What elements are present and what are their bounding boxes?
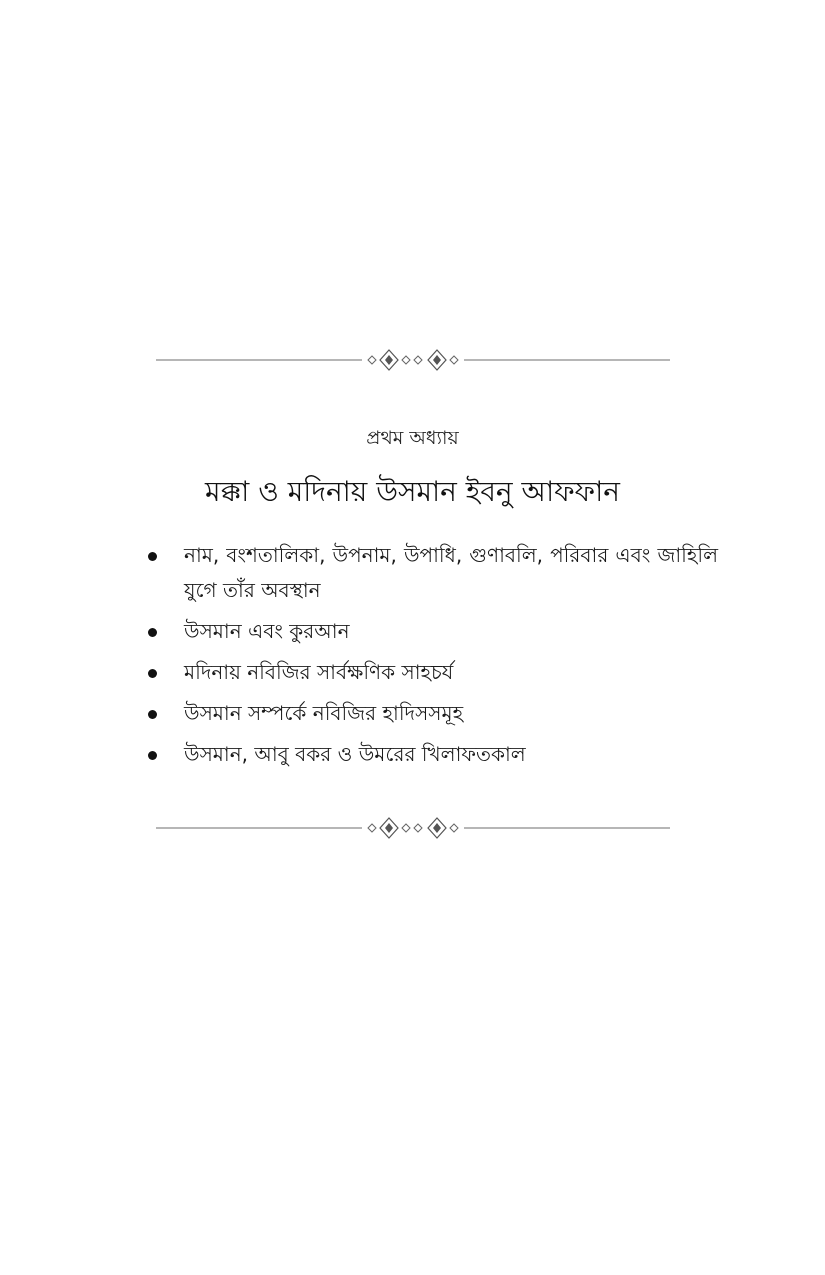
list-item-text: উসমান, আবু বকর ও উমরের খিলাফতকাল [184, 742, 526, 766]
list-item [142, 538, 718, 608]
bullet-icon [148, 552, 157, 561]
chapter-topics-list [142, 538, 718, 778]
list-item-text: উসমান সম্পর্কে নবিজির হাদিসসমূহ [184, 701, 464, 725]
chapter-number: প্রথম অধ্যায় [366, 427, 459, 449]
diamond-flourish-icon [156, 816, 670, 840]
top-ornamental-divider [156, 348, 670, 372]
chapter-title: মক্কা ও মদিনায় উসমান ইবনু আফফান [205, 475, 620, 508]
list-item [142, 614, 718, 649]
list-item [142, 696, 718, 731]
bullet-icon [148, 710, 157, 719]
list-item [142, 737, 718, 772]
bottom-ornamental-divider [156, 816, 670, 840]
list-item-text: উসমান এবং কুরআন [184, 619, 350, 643]
list-item [142, 655, 718, 690]
bullet-icon [148, 751, 157, 760]
bullet-icon [148, 669, 157, 678]
list-item-text: নাম, বংশতালিকা, উপনাম, উপাধি, গুণাবলি, পরিবার এবং জাহিলি যুগে তাঁর অবস্থান [184, 543, 718, 602]
list-item-text: মদিনায় নবিজির সার্বক্ষণিক সাহচর্য [184, 660, 454, 684]
bullet-icon [148, 628, 157, 637]
diamond-flourish-icon [156, 348, 670, 372]
